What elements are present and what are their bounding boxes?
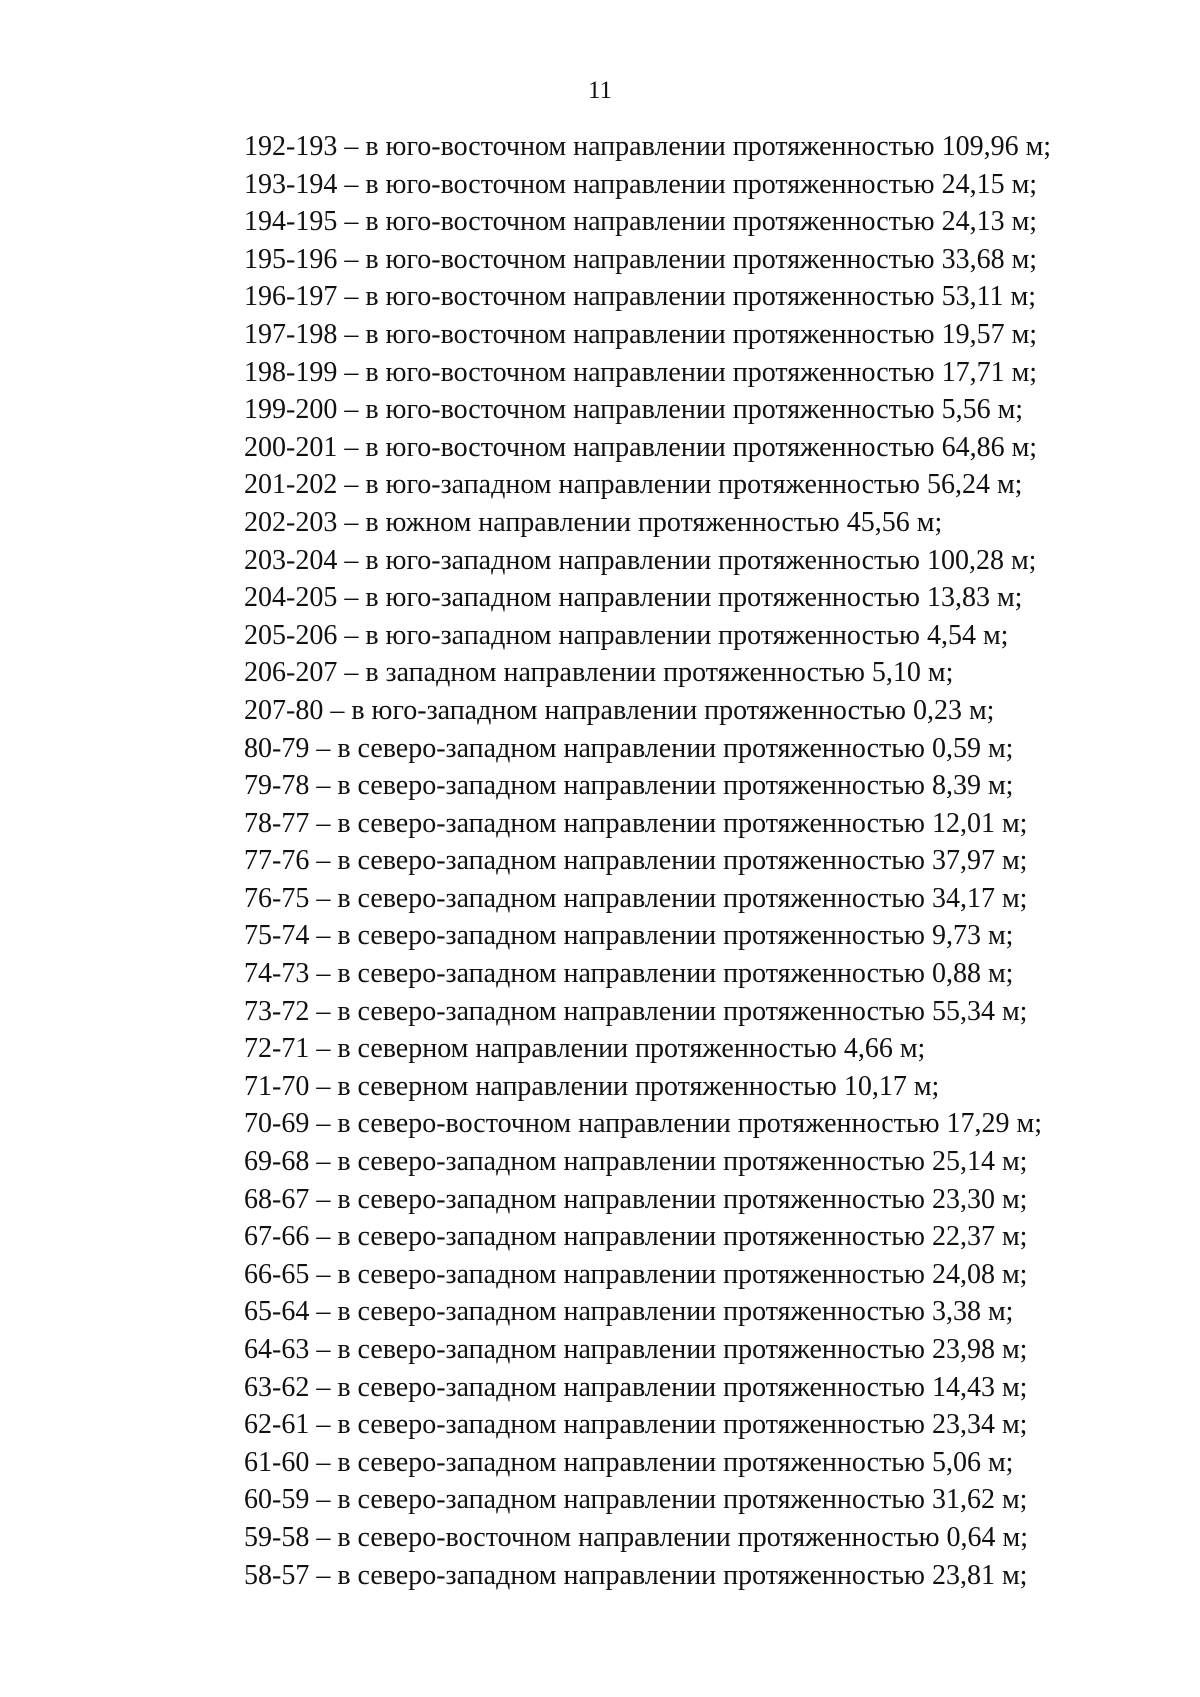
boundary-segment: 201-202 – в юго-западном направлении протяженностью 56,24 м; — [244, 469, 1023, 501]
boundary-segment: 74-73 – в северо-западном направлении протяженностью 0,88 м; — [244, 958, 1014, 990]
boundary-segment: 200-201 – в юго-восточном направлении протяженностью 64,86 м; — [244, 431, 1038, 463]
boundary-segment: 202-203 – в южном направлении протяженностью 45,56 м; — [244, 506, 943, 538]
boundary-segment: 66-65 – в северо-западном направлении протяженностью 24,08 м; — [244, 1258, 1028, 1290]
boundary-segment: 192-193 – в юго-восточном направлении протяженностью 109,96 м; — [244, 131, 1052, 162]
boundary-segment: 203-204 – в юго-западном направлении протяженностью 100,28 м; — [244, 544, 1037, 576]
boundary-segment: 67-66 – в северо-западном направлении протяженностью 22,37 м; — [244, 1221, 1028, 1253]
boundary-segment: 59-58 – в северо-восточном направлении протяженностью 0,64 м; — [244, 1521, 1029, 1553]
boundary-segment: 72-71 – в северном направлении протяженностью 4,66 м; — [244, 1033, 926, 1065]
boundary-segment: 193-194 – в юго-восточном направлении протяженностью 24,15 м; — [244, 168, 1038, 200]
boundary-segment: 70-69 – в северо-восточном направлении протяженностью 17,29 м; — [244, 1108, 1043, 1140]
boundary-segment: 76-75 – в северо-западном направлении протяженностью 34,17 м; — [244, 882, 1028, 914]
boundary-segment: 65-64 – в северо-западном направлении протяженностью 3,38 м; — [244, 1296, 1014, 1328]
boundary-segment: 205-206 – в юго-западном направлении протяженностью 4,54 м; — [244, 619, 1009, 651]
boundary-segment: 75-74 – в северо-западном направлении протяженностью 9,73 м; — [244, 920, 1014, 952]
boundary-segment: 196-197 – в юго-восточном направлении протяженностью 53,11 м; — [244, 281, 1037, 313]
page-number: 11 — [587, 77, 613, 104]
boundary-segment: 195-196 – в юго-восточном направлении протяженностью 33,68 м; — [244, 243, 1038, 275]
boundary-segment: 207-80 – в юго-западном направлении протяженностью 0,23 м; — [244, 694, 995, 726]
boundary-segment: 78-77 – в северо-западном направлении протяженностью 12,01 м; — [244, 807, 1028, 839]
boundary-segment-list — [244, 128, 1124, 1594]
boundary-segment: 197-198 – в юго-восточном направлении протяженностью 19,57 м; — [244, 318, 1038, 350]
boundary-segment: 199-200 – в юго-восточном направлении протяженностью 5,56 м; — [244, 394, 1024, 426]
boundary-segment: 204-205 – в юго-западном направлении протяженностью 13,83 м; — [244, 582, 1023, 614]
boundary-segment: 79-78 – в северо-западном направлении протяженностью 8,39 м; — [244, 770, 1014, 802]
boundary-segment: 60-59 – в северо-западном направлении протяженностью 31,62 м; — [244, 1484, 1028, 1516]
boundary-segment: 77-76 – в северо-западном направлении протяженностью 37,97 м; — [244, 845, 1028, 877]
boundary-segment: 58-57 – в северо-западном направлении протяженностью 23,81 м; — [244, 1559, 1028, 1591]
boundary-segment: 73-72 – в северо-западном направлении протяженностью 55,34 м; — [244, 995, 1028, 1027]
boundary-segment: 62-61 – в северо-западном направлении протяженностью 23,34 м; — [244, 1409, 1028, 1441]
boundary-segment: 64-63 – в северо-западном направлении протяженностью 23,98 м; — [244, 1334, 1028, 1365]
boundary-segment: 69-68 – в северо-западном направлении протяженностью 25,14 м; — [244, 1146, 1028, 1178]
boundary-segment: 71-70 – в северном направлении протяженностью 10,17 м; — [244, 1070, 940, 1102]
boundary-segment: 80-79 – в северо-западном направлении протяженностью 0,59 м; — [244, 732, 1014, 764]
boundary-segment: 63-62 – в северо-западном направлении протяженностью 14,43 м; — [244, 1371, 1028, 1403]
boundary-segment: 61-60 – в северо-западном направлении протяженностью 5,06 м; — [244, 1446, 1014, 1478]
boundary-segment: 206-207 – в западном направлении протяженностью 5,10 м; — [244, 657, 954, 689]
boundary-segment: 194-195 – в юго-восточном направлении протяженностью 24,13 м; — [244, 206, 1038, 238]
boundary-segment: 198-199 – в юго-восточном направлении протяженностью 17,71 м; — [244, 356, 1038, 388]
boundary-segment: 68-67 – в северо-западном направлении протяженностью 23,30 м; — [244, 1183, 1028, 1215]
